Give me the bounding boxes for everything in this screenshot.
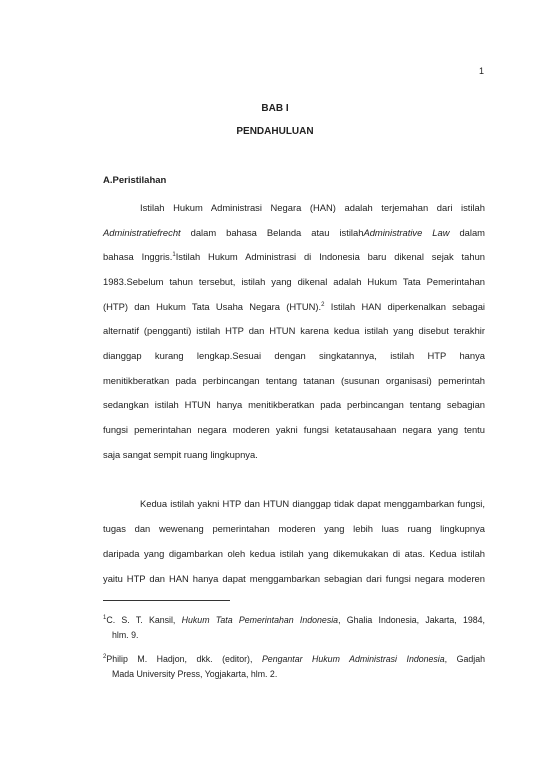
section-heading: A.Peristilahan [103,175,167,186]
footnote-ref[interactable]: 1 [172,251,176,258]
paragraph-line: Istilah Hukum Administrasi Negara (HAN) adalah terjemahan dari istilah [140,202,485,213]
paragraph-line: Kedua istilah yakni HTP dan HTUN dianggap tidak dapat menggambarkan fungsi, [140,498,485,509]
paragraph-line: tugas dan wewenang pemerintahan moderen yang lebih luas ruang lingkupnya [103,523,485,534]
footnote-ref[interactable]: 2 [321,301,325,308]
paragraph-line: alternatif (pengganti) istilah HTP dan HTUN karena kedua istilah yang disebut terakhir [103,325,485,336]
italic-term: Administratiefrecht [103,227,181,238]
paragraph-line: sedangkan istilah HTUN hanya menitikberatkan pada perbincangan tentang sebagian [103,399,485,410]
chapter-heading: BAB I [261,103,289,114]
paragraph-line: fungsi pemerintahan negara moderen yakni fungsi ketatausahaan negara yang tentu [103,424,485,435]
footnote-2: $^2$Philip M. Hadjon, dkk. (editor), Pengantar Hukum Administrasi Indonesia, Gadjah [103,654,485,664]
paragraph-line: (HTP) dan Hukum Tata Usaha Negara (HTUN).$^2$ Istilah HAN diperkenalkan sebagai [103,301,485,312]
paragraph-line: 1983.Sebelum tahun tersebut, istilah yang dikenal adalah Hukum Tata Pemerintahan [103,276,485,287]
footnote-2-continuation: Mada University Press, Yogjakarta, hlm. 2. [112,669,278,679]
paragraph-line: yaitu HTP dan HAN hanya dapat menggambarkan sebagian dari fungsi negara moderen [103,573,485,584]
footnote-1-continuation: hlm. 9. [112,630,139,640]
paragraph-line: saja sangat sempit ruang lingkupnya. [103,449,258,460]
paragraph-line: bahasa Inggris.$^1$Istilah Hukum Administrasi di Indonesia baru dikenal sejak tahun [103,251,485,262]
italic-term: Administrative Law [363,227,450,238]
paragraph-line: dianggap kurang lengkap.Sesuai dengan singkatannya, istilah HTP hanya [103,350,485,361]
paragraph-line: menitikberatkan pada perbincangan tentang tatanan (susunan organisasi) pemerintah [103,375,485,386]
footnote-divider [103,600,230,601]
page-number: 1 [478,66,484,76]
paragraph-line: Administratiefrecht dalam bahasa Belanda atau istilahAdministrative Law dalam [103,227,485,238]
chapter-title: PENDAHULUAN [236,126,314,137]
paragraph-line: daripada yang digambarkan oleh kedua istilah yang dikemukakan di atas. Kedua istilah [103,548,485,559]
footnote-1: $^1$C. S. T. Kansil, Hukum Tata Pemerintahan Indonesia, Ghalia Indonesia, Jakarta, 1984, [103,615,485,625]
